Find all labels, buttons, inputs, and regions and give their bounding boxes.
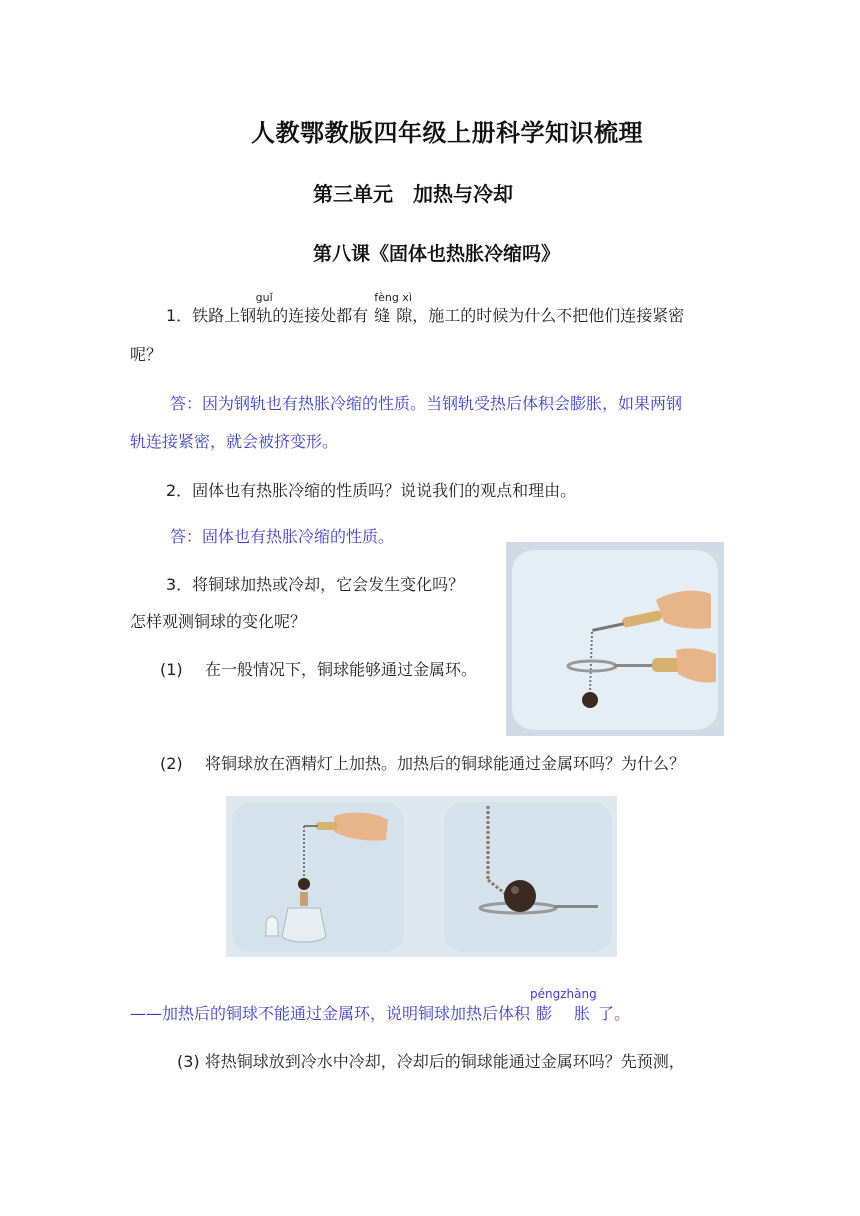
q1-prefix: 1．铁路上钢 bbox=[166, 306, 257, 325]
s2-answer-prefix: ——加热后的铜球不能通过金属环，说明铜球加热后体积 bbox=[130, 1004, 531, 1023]
pinyin-fengxi: fèng xì bbox=[374, 291, 412, 304]
step-2-text: 将铜球放在酒精灯上加热。加热后的铜球能通过金属环吗？为什么？ bbox=[205, 754, 686, 773]
step-3-text: (3) 将热铜球放到冷水中冷却，冷却后的铜球能通过金属环吗？先预测， bbox=[177, 1052, 685, 1071]
step-1-number: (1) bbox=[160, 660, 183, 679]
char-le: 了 bbox=[598, 1004, 615, 1023]
ruby-gui bbox=[255, 291, 273, 326]
page-title: 人教鄂教版四年级上册科学知识梳理 bbox=[251, 119, 643, 147]
q1-suffix: ，施工的时候为什么不把他们连接紧密 bbox=[412, 306, 685, 325]
red-period: 。 bbox=[614, 1004, 631, 1023]
char-peng: 膨 bbox=[536, 1004, 553, 1023]
question-2: 2．固体也有热胀冷缩的性质吗？说说我们的观点和理由。 bbox=[166, 481, 577, 500]
question-3-line-1: 3．将铜球加热或冷却，它会发生变化吗？ bbox=[166, 575, 465, 594]
ruby-fengxi bbox=[374, 291, 413, 326]
step-2-answer bbox=[130, 987, 631, 1024]
alcohol-lamp-heating-photo bbox=[226, 796, 617, 957]
question-1-line-2: 呢？ bbox=[130, 345, 163, 364]
char-feng: 缝 bbox=[374, 306, 391, 325]
step-1-text: 在一般情况下，铜球能够通过金属环。 bbox=[205, 660, 478, 679]
pinyin-pengzhang: péngzhàng bbox=[530, 987, 597, 1001]
heating-illustration bbox=[226, 796, 617, 957]
char-xi: 隙 bbox=[396, 306, 413, 325]
char-zhang: 胀 bbox=[574, 1004, 591, 1023]
question-1-line-1 bbox=[166, 291, 685, 326]
step-2-number: (2) bbox=[160, 754, 183, 773]
ball-ring-illustration bbox=[506, 542, 724, 736]
question-3-line-2: 怎样观测铜球的变化呢？ bbox=[130, 612, 307, 631]
lesson-heading: 第八课《固体也热胀冷缩吗》 bbox=[313, 243, 561, 265]
ruby-pengzhang bbox=[530, 987, 597, 1024]
answer-2: 答：固体也有热胀冷缩的性质。 bbox=[170, 527, 395, 546]
answer-1-line-2: 轨连接紧密，就会被挤变形。 bbox=[130, 432, 339, 451]
pinyin-gui: guǐ bbox=[255, 291, 273, 304]
q1-mid: 的连接处都有 bbox=[272, 306, 369, 325]
char-gui: 轨 bbox=[256, 306, 273, 325]
copper-ball-ring-photo bbox=[506, 542, 724, 736]
answer-1-line-1: 答：因为钢轨也有热胀冷缩的性质。当钢轨受热后体积会膨胀，如果两钢 bbox=[170, 394, 683, 413]
unit-heading: 第三单元 加热与冷却 bbox=[313, 182, 513, 206]
